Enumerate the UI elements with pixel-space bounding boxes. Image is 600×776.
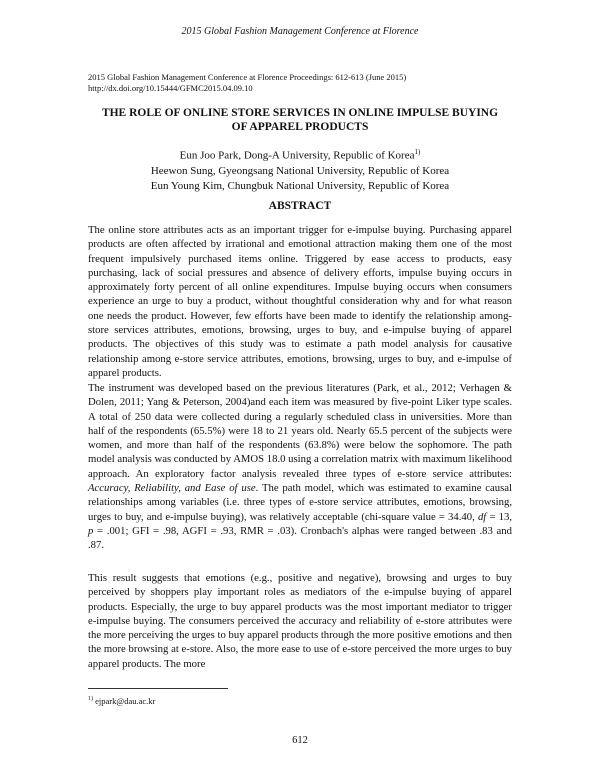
citation <box>88 72 406 94</box>
footnote-divider <box>88 688 228 689</box>
author-list <box>70 145 530 194</box>
author-affiliation: Eun Joo Park, Dong-A University, Republic of Korea <box>179 149 415 162</box>
paper-title <box>70 106 530 134</box>
doi-link[interactable]: http://dx.doi.org/10.15444/GFMC2015.04.09.10 <box>88 83 253 93</box>
italic-text: p <box>88 524 94 537</box>
paragraph-text: = .001; GFI = .98, AGFI = .93, RMR = .03). Cronbach's alphas were ranged between .83 and .87. <box>88 524 512 552</box>
footnote-marker: 1) <box>414 148 421 156</box>
author-line <box>70 145 530 164</box>
footnote <box>88 696 155 706</box>
author-line: Heewon Sung, Gyeongsang National University, Republic of Korea <box>150 164 450 177</box>
italic-text: df <box>477 510 487 523</box>
footnote-email[interactable]: ejpark@dau.ac.kr <box>93 696 156 706</box>
abstract-paragraph-1: The online store attributes acts as an important trigger for e-impulse buying. Purchasing apparel products are often affected by irrational and emotional attraction making them one of the most frequent impulsively purchased items online. Triggered by ease access to products, easy purchasing, lack of social pressures and absence of delivery efforts, impulse buying occurs in approximately forty percent of all online expenditures. Impulse buying occurs when consumers experience an urge to buy a product, without thoughtful consideration why and for what reason one needs the product. However, few efforts have been made to identify the relationship among-store services attributes, emotions, browsing, urges to buy, and e-impulse buying of apparel products. The objectives of this study was to estimate a path model analysis for causative relationship among e-store service attributes, emotions, browsing, urges to buy, and e-impulse of apparel products. <box>88 224 512 379</box>
page-number: 612 <box>292 735 308 746</box>
abstract-paragraph-3: This result suggests that emotions (e.g., positive and negative), browsing and urges to buy perceived by shoppers play important roles as mediators of the e-impulse buying of apparel products. Especially, the urge to buy apparel products was the most important mediator to trigger e-impulse buying. The consumers perceived the accuracy and reliability of e-store attributes were the more perceiving the urges to buy apparel products through the more positive emotions and then the more browsing at e-store. Also, the more ease to use of e-store perceived the more urges to buy apparel products. The more <box>88 572 512 670</box>
citation-line: 2015 Global Fashion Management Conference at Florence Proceedings: 612-613 (June 2015) <box>88 72 407 82</box>
italic-text: Accuracy, Reliability, and Ease of use <box>88 482 256 495</box>
paragraph-text: = 13, <box>486 510 512 523</box>
author-line: Eun Young Kim, Chungbuk National University, Republic of Korea <box>150 179 450 192</box>
abstract-paragraph-2 <box>88 381 512 553</box>
footnote-mark: 1) <box>88 696 93 703</box>
paragraph-text: . The path model, which was estimated to examine causal relationships among variables (i.e. three types of e-store service attributes, emotions, browsing, urges to buy, and e-impulse buying), was relatively acceptable (chi-square value = 34.40, <box>88 482 513 523</box>
paragraph-text: The instrument was developed based on the previous literatures (Park, et al., 2012; Verhagen & Dolen, 2011; Yang & Peterson, 2004)and each item was measured by five-point Liker type scales. A total of 250 data were collected during a regularly scheduled class in universities. More than half of the respondents (65.5%) were 18 to 21 years old. Nearly 65.5 percent of the subjects were women, and more than half of the respondents (63.8%) were below the sophomore. The path model analysis was conducted by AMOS 18.0 using a correlation matrix with maximum likelihood approach. An exploratory factor analysis revealed three types of e-store service attributes: <box>88 382 512 480</box>
title-line: THE ROLE OF ONLINE STORE SERVICES IN ONLINE IMPULSE BUYING <box>101 107 499 119</box>
title-line: OF APPAREL PRODUCTS <box>231 121 369 133</box>
running-header: 2015 Global Fashion Management Conference at Florence <box>181 26 419 37</box>
abstract-heading: ABSTRACT <box>268 200 332 212</box>
